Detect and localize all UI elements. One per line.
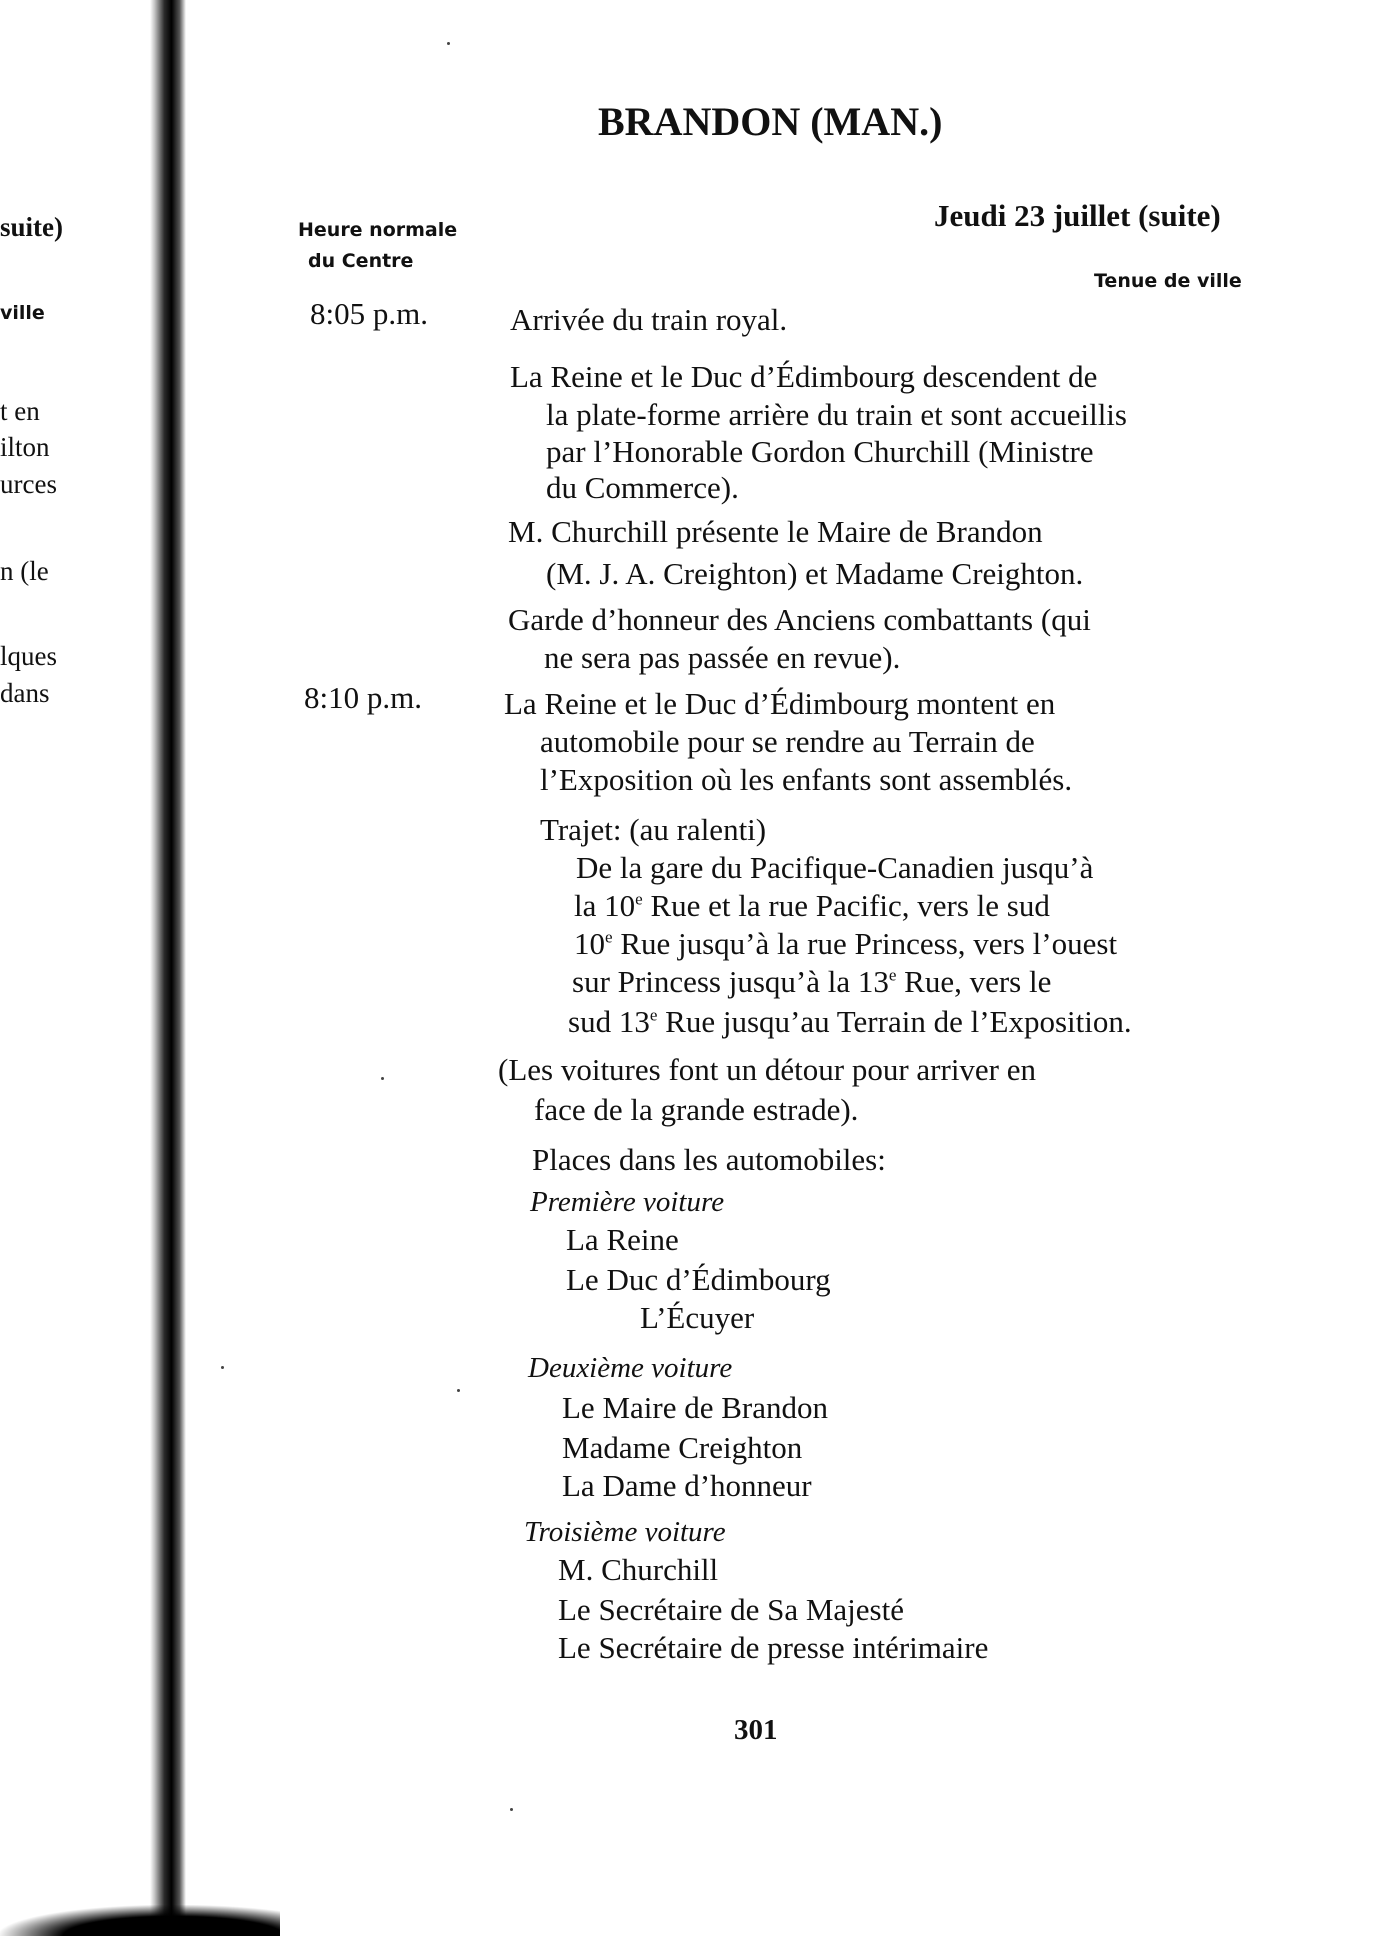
book-gutter <box>150 0 186 1936</box>
car-occupant: Le Duc d’Édimbourg <box>566 1262 831 1297</box>
car-name: Première voiture <box>530 1186 725 1218</box>
entry-text: La Reine et le Duc d’Édimbourg descendent de <box>510 359 1098 394</box>
car-occupant: Le Maire de Brandon <box>562 1390 828 1425</box>
entry-note: face de la grande estrade). <box>534 1092 859 1127</box>
entry-text: Garde d’honneur des Anciens combattants (qui <box>508 602 1091 637</box>
left-fragment: t en <box>0 396 40 426</box>
car-occupant: La Dame d’honneur <box>562 1468 812 1503</box>
left-fragment: urces <box>0 469 57 499</box>
scan-speck <box>221 1366 224 1369</box>
left-fragment: ilton <box>0 432 50 462</box>
scan-speck <box>457 1389 460 1392</box>
entry-note: (Les voitures font un détour pour arriver en <box>498 1052 1037 1087</box>
entry-time: 8:10 p.m. <box>304 680 422 715</box>
left-fragment: dans <box>0 678 50 708</box>
entry-text: la plate-forme arrière du train et sont accueillis <box>546 397 1127 432</box>
left-fragment: ville <box>0 302 45 324</box>
car-name: Troisième voiture <box>524 1516 726 1548</box>
time-zone-label: Heure normale <box>298 219 458 241</box>
scan-speck <box>510 1808 513 1811</box>
entry-text: M. Churchill présente le Maire de Brandon <box>508 514 1043 549</box>
car-name: Deuxième voiture <box>528 1352 733 1384</box>
route-line: la 10e Rue et la rue Pacific, vers le sud <box>574 888 1050 923</box>
scan-speck <box>447 42 450 45</box>
route-line: sud 13e Rue jusqu’au Terrain de l’Exposition. <box>568 1004 1132 1039</box>
car-occupant: Le Secrétaire de presse intérimaire <box>558 1630 989 1665</box>
entry-text: par l’Honorable Gordon Churchill (Ministre <box>546 434 1094 469</box>
entry-time: 8:05 p.m. <box>310 296 428 331</box>
left-fragment: n (le <box>0 556 49 586</box>
car-occupant: La Reine <box>566 1222 679 1257</box>
entry-text: La Reine et le Duc d’Édimbourg montent en <box>504 686 1056 721</box>
places-label: Places dans les automobiles: <box>532 1142 886 1177</box>
route-label: Trajet: (au ralenti) <box>540 812 767 847</box>
route-line: 10e Rue jusqu’à la rue Princess, vers l’ouest <box>574 926 1118 961</box>
left-fragment: lques <box>0 641 57 671</box>
car-occupant: Madame Creighton <box>562 1430 803 1465</box>
entry-text: l’Exposition où les enfants sont assemblés. <box>540 762 1073 797</box>
scan-speck <box>381 1077 384 1080</box>
dress-code: Tenue de ville <box>1094 270 1242 292</box>
car-occupant: L’Écuyer <box>640 1300 755 1335</box>
date-heading: Jeudi 23 juillet (suite) <box>934 198 1221 233</box>
route-line: sur Princess jusqu’à la 13e Rue, vers le <box>572 964 1052 999</box>
left-fragment: suite) <box>0 212 63 242</box>
car-occupant: Le Secrétaire de Sa Majesté <box>558 1592 904 1627</box>
book-gutter-shadow <box>0 1905 280 1936</box>
entry-text: ne sera pas passée en revue). <box>544 640 901 675</box>
entry-text: automobile pour se rendre au Terrain de <box>540 724 1035 759</box>
car-occupant: M. Churchill <box>558 1552 719 1587</box>
time-zone-label: du Centre <box>308 250 414 272</box>
page-title: BRANDON (MAN.) <box>598 99 943 144</box>
entry-text: Arrivée du train royal. <box>510 302 788 337</box>
page-number: 301 <box>734 1714 778 1746</box>
entry-text: (M. J. A. Creighton) et Madame Creighton. <box>546 556 1084 591</box>
route-line: De la gare du Pacifique-Canadien jusqu’à <box>576 850 1094 885</box>
entry-text: du Commerce). <box>546 470 739 505</box>
